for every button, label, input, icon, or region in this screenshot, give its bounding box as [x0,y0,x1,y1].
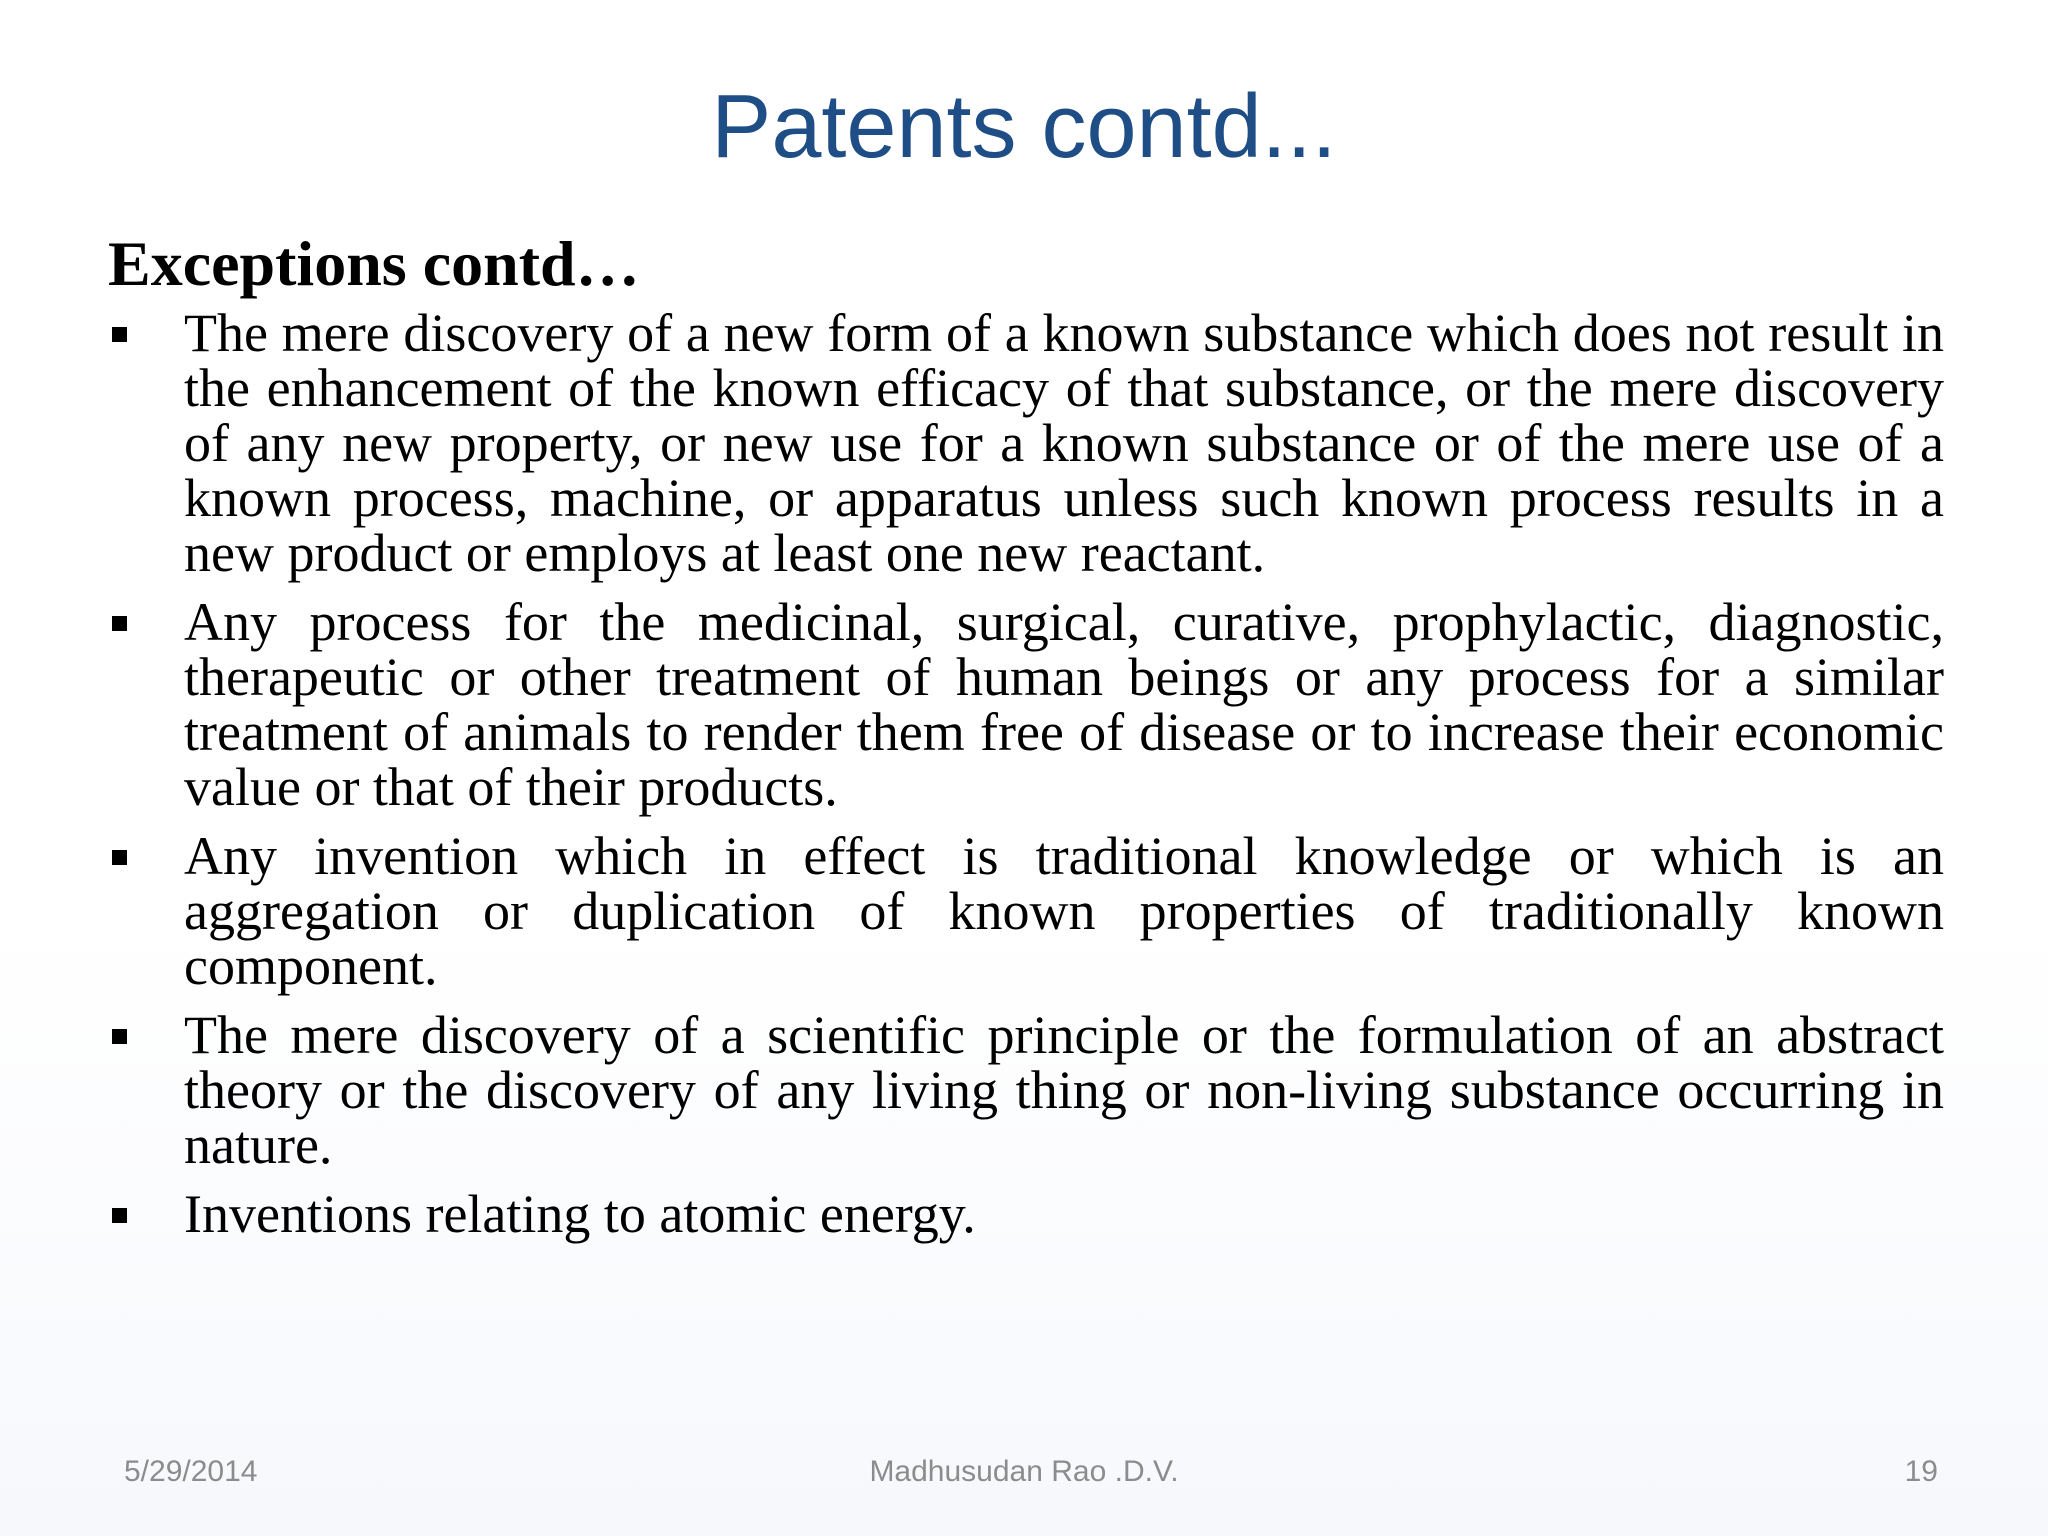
list-item [108,1184,1944,1244]
bullet-list [108,303,1944,1244]
list-item [108,826,1944,996]
bullet-text: Inventions relating to atomic energy. [184,1184,976,1244]
footer-author: Madhusudan Rao .D.V. [869,1455,1179,1488]
slide-page-number: 19 [1904,1455,1938,1488]
slide-title: Patents contd... [711,77,1337,177]
bullet-text: The mere discovery of a new form of a known substance which does not result in the enhancement of the known efficacy of that substance, or the mere discovery of any new property, or new use for a known substance or of the mere use of a known process, machine, or apparatus unless such known process results in a new product or employs at least one new reactant. [184,303,1944,583]
square-bullet-icon [112,850,127,865]
bullet-text: The mere discovery of a scientific principle or the formulation of an abstract theory or the discovery of any living thing or non-living substance occurring in nature. [184,1005,1944,1175]
bullet-text: Any invention which in effect is traditional knowledge or which is an aggregation or duplication of known properties of traditionally known component. [184,826,1944,996]
list-item [108,303,1944,583]
bullet-text: Any process for the medicinal, surgical, curative, prophylactic, diagnostic, therapeutic or other treatment of human beings or any process for a similar treatment of animals to render them free of disease or to increase their economic value or that of their products. [184,592,1944,817]
section-subheading: Exceptions contd… [108,228,640,299]
square-bullet-icon [112,1029,127,1044]
slide-content [108,228,1944,1256]
list-item [108,592,1944,817]
footer-date: 5/29/2014 [124,1455,258,1488]
square-bullet-icon [112,327,127,342]
square-bullet-icon [112,616,127,631]
list-item [108,1005,1944,1175]
square-bullet-icon [112,1208,127,1223]
